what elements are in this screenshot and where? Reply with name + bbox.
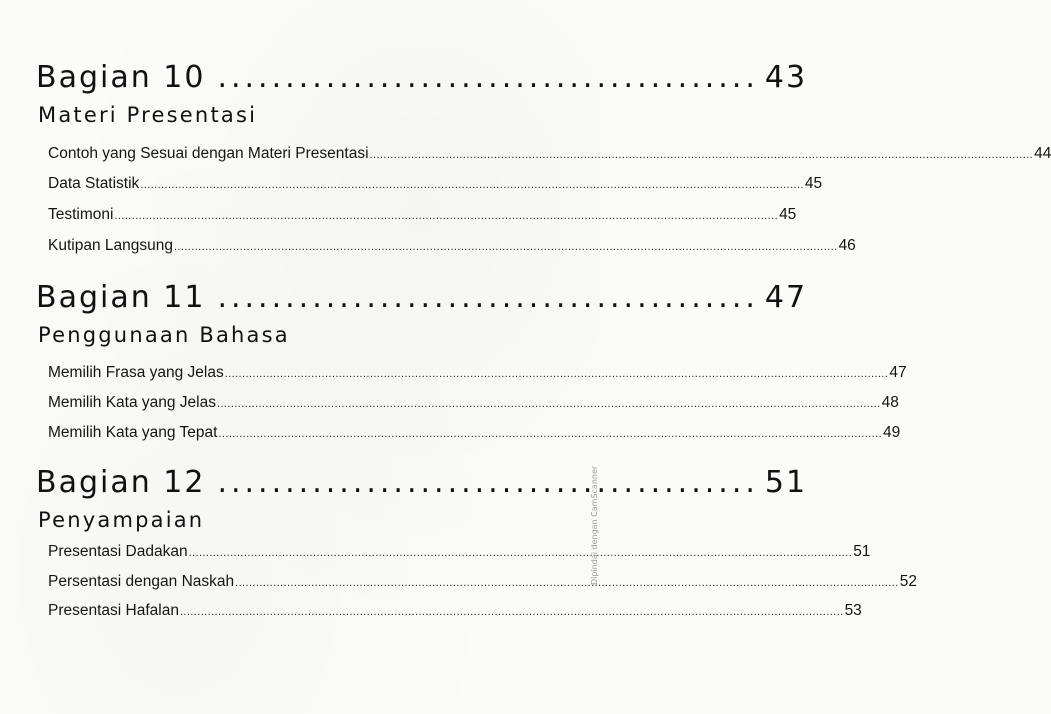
dot-leader: ................................................................................................................................................................................................ — [235, 577, 899, 589]
toc-entry[interactable] — [48, 602, 862, 620]
entry-title: Kutipan Langsung — [48, 237, 173, 254]
part-subtitle: Penggunaan Bahasa — [38, 323, 290, 347]
part-page-number: 43 — [764, 60, 808, 95]
entry-title: Presentasi Dadakan — [48, 543, 188, 560]
entry-page-number: 49 — [883, 424, 901, 441]
dot-leader: ........................................ — [217, 280, 759, 315]
part-heading-bagian-10 — [36, 60, 808, 95]
dot-leader: ................................................................................................................................................................................................ — [369, 149, 1034, 161]
dot-leader: ........................................ — [217, 60, 759, 95]
entry-page-number: 48 — [881, 394, 899, 411]
dot-leader: ................................................................................................................................................................................................ — [140, 179, 804, 191]
entry-page-number: 44 — [1034, 145, 1051, 162]
toc-entry[interactable] — [48, 543, 871, 561]
entry-page-number: 53 — [844, 602, 862, 619]
entry-page-number: 46 — [838, 237, 856, 254]
dot-leader: ................................................................................................................................................................................................ — [173, 241, 838, 253]
dot-leader: ................................................................................................................................................................................................ — [188, 547, 853, 559]
entry-title: Presentasi Hafalan — [48, 602, 179, 619]
part-heading-bagian-12 — [36, 465, 808, 500]
part-subtitle: Penyampaian — [38, 508, 205, 532]
entry-title: Memilih Frasa yang Jelas — [48, 364, 224, 381]
toc-entry[interactable] — [48, 175, 823, 193]
entry-title: Persentasi dengan Naskah — [48, 573, 235, 590]
toc-entry[interactable] — [48, 145, 1051, 163]
dot-leader: ................................................................................................................................................................................................ — [179, 606, 844, 618]
part-title: Bagian 11 — [36, 280, 206, 315]
toc-entry[interactable] — [48, 394, 899, 412]
part-subtitle: Materi Presentasi — [38, 103, 258, 127]
toc-entry[interactable] — [48, 364, 907, 382]
toc-entry[interactable] — [48, 424, 901, 442]
dot-leader: ................................................................................................................................................................................................ — [114, 210, 779, 222]
part-page-number: 51 — [764, 465, 808, 500]
entry-page-number: 45 — [804, 175, 823, 192]
entry-title: Testimoni — [48, 206, 114, 223]
dot-leader: ................................................................................................................................................................................................ — [218, 428, 883, 440]
part-page-number: 47 — [764, 280, 808, 315]
entry-title: Data Statistik — [48, 175, 140, 192]
entry-page-number: 52 — [899, 573, 917, 590]
toc-entry[interactable] — [48, 206, 797, 224]
entry-page-number: 51 — [853, 543, 871, 560]
entry-title: Contoh yang Sesuai dengan Materi Presentasi — [48, 145, 369, 162]
dot-leader: ................................................................................................................................................................................................ — [217, 398, 881, 410]
entry-page-number: 47 — [889, 364, 907, 381]
part-heading-bagian-11 — [36, 280, 808, 315]
entry-title: Memilih Kata yang Jelas — [48, 394, 216, 411]
toc-entry[interactable] — [48, 237, 856, 255]
scanner-watermark: Dipindai dengan CamScanner — [590, 465, 599, 585]
toc-entry[interactable] — [48, 573, 917, 591]
dot-leader: ................................................................................................................................................................................................ — [224, 368, 889, 380]
entry-page-number: 45 — [779, 206, 797, 223]
part-title: Bagian 10 — [36, 60, 206, 95]
entry-title: Memilih Kata yang Tepat — [48, 424, 218, 441]
dot-leader: ........................................ — [217, 465, 759, 500]
part-title: Bagian 12 — [36, 465, 206, 500]
